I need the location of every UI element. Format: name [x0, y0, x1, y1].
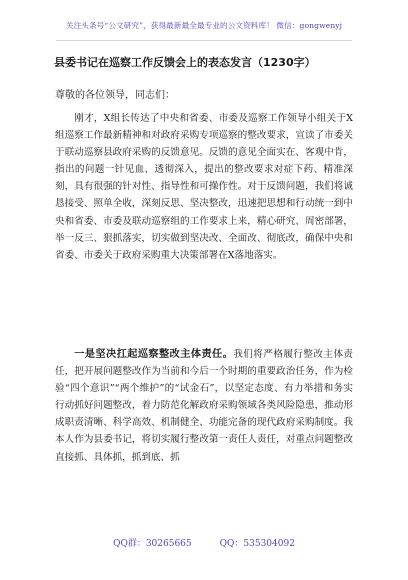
footer-qq-group: QQ群：30265665	[113, 539, 192, 549]
paragraph-2	[55, 346, 353, 466]
document-title: 县委书记在巡察工作反馈会上的表态发言（1230字）	[54, 56, 316, 69]
paragraph-1: 刚才，X组长传达了中央和省委、市委及巡察工作领导小组关于X组巡察工作最新精神和对政府采购专项巡察的整改要求，宣读了市委关于联动巡察县政府采购的反馈意见。反馈的意见全面实在、客观中肯，指出的问题一针见血、透彻深入，提出的整改要求对症下药、精准深刻，具有很强的针对性、指导性和可操作性。对于反馈问题，我们将诚恳接受、照单全收，深刻反思、坚决整改，迅速把思想和行动统一到中央和省委、市委及联动巡察组的工作要求上来，精心研究、周密部署，举一反三、狠抓落实，切实做到坚决改、全面改、彻底改，确保中央和省委、市委关于政府采购重大决策部署在X落地落实。	[55, 113, 353, 261]
header-divider	[56, 40, 352, 41]
footer-contact	[0, 536, 408, 549]
paragraph-2-body: 我们将严格履行整改主体责任，把开展问题整改作为当前和今后一个时期的重要政治任务，作为检验“四个意识”“两个维护”的“试金石”，以坚定态度、有力举措和务实行动抓好问题整改，着力防范化解政府采购领域各类风险隐患，推动形成职责清晰、科学高效、机制健全、功能完备的现代政府采购制度。我本人作为县委书记，将切实履行整改第一责任人责任，对重点问题整改直接抓、具体抓，抓到底、抓	[55, 349, 354, 463]
header-promo-text: 关注头条号“公文研究”，获得最新最全最专业的公文资料库！ 微信：gongwenyj	[65, 21, 343, 30]
footer-qq: QQ：535304092	[219, 539, 295, 549]
salutation: 尊敬的各位领导，同志们：	[55, 90, 175, 101]
paragraph-2-lead: 一是坚决扛起巡察整改主体责任。	[74, 349, 234, 360]
